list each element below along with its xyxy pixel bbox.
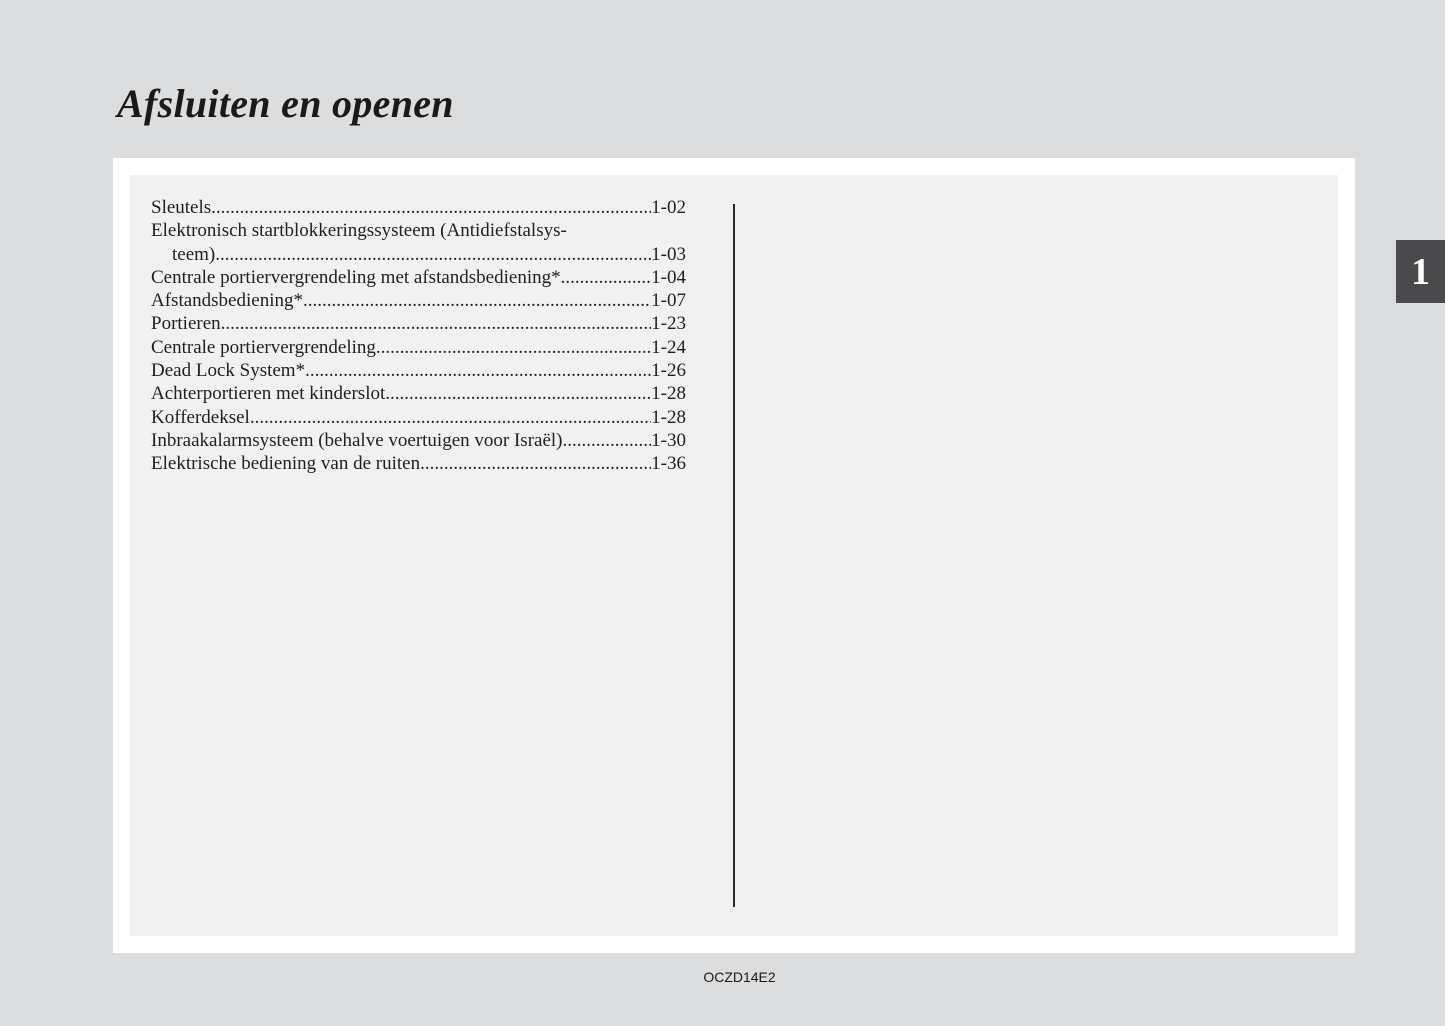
toc-entry-title: Elektronisch startblokkeringssysteem (Antidiefstalsys- <box>151 220 567 242</box>
column-divider <box>733 204 735 907</box>
toc-entry-page: 1-28 <box>651 406 686 428</box>
toc-entry-page: 1-30 <box>651 429 686 451</box>
toc-entry-title: Portieren <box>151 313 221 335</box>
toc-leader-dots <box>563 429 652 452</box>
toc-entry-title: Centrale portiervergrendeling <box>151 336 376 358</box>
toc-entry-title: Sleutels <box>151 197 212 218</box>
document-code: OCZD14E2 <box>703 969 776 985</box>
chapter-tab[interactable]: 1 <box>1396 240 1445 303</box>
toc-leader-dots <box>385 382 651 405</box>
toc-entry-centrale-afstandsbediening[interactable] <box>151 266 686 289</box>
toc-entry-portieren[interactable] <box>151 312 686 335</box>
toc-entry-page: 1-04 <box>651 266 686 288</box>
toc-entry-page: 1-03 <box>651 243 686 265</box>
toc-leader-dots <box>561 266 652 289</box>
toc-leader-dots <box>376 336 651 359</box>
toc-entry-page: 1-02 <box>651 197 686 218</box>
toc-entry-page: 1-24 <box>651 336 686 358</box>
toc-entry-title: Centrale portiervergrendeling met afstandsbediening* <box>151 266 561 288</box>
toc-entry-title: Afstandsbediening* <box>151 290 303 312</box>
toc-leader-dots <box>221 312 652 335</box>
toc-entry-page: 1-07 <box>651 290 686 312</box>
toc-leader-dots <box>305 359 651 382</box>
toc-entry-centrale-vergrendeling[interactable] <box>151 336 686 359</box>
toc-entry-page: 1-28 <box>651 383 686 405</box>
toc-entry-sleutels[interactable] <box>151 196 686 219</box>
toc-leader-dots <box>303 289 651 312</box>
toc-entry-title-continued: teem) <box>172 243 216 265</box>
toc-entry-dead-lock[interactable] <box>151 359 686 382</box>
toc-leader-dots <box>420 452 651 475</box>
toc-entry-page: 1-23 <box>651 313 686 335</box>
toc-entry-title: Dead Lock System* <box>151 360 306 382</box>
content-frame <box>113 158 1355 953</box>
toc-entry-title: Inbraakalarmsysteem (behalve voertuigen voor Israël) <box>151 429 563 451</box>
toc-entry-title: Kofferdeksel <box>151 406 250 428</box>
table-of-contents <box>151 196 686 476</box>
toc-entry-page: 1-26 <box>651 360 686 382</box>
toc-entry-ruiten[interactable] <box>151 452 686 475</box>
toc-entry-title: Achterportieren met kinderslot <box>151 383 386 405</box>
toc-entry-kofferdeksel[interactable] <box>151 406 686 429</box>
content-panel <box>130 175 1338 936</box>
toc-entry-inbraakalarm[interactable] <box>151 429 686 452</box>
toc-entry-afstandsbediening[interactable] <box>151 289 686 312</box>
toc-leader-dots <box>215 243 651 266</box>
toc-entry-page: 1-36 <box>651 453 686 475</box>
page-title: Afsluiten en openen <box>117 81 454 126</box>
toc-entry-kinderslot[interactable] <box>151 382 686 405</box>
toc-entry-startblokkering[interactable] <box>151 219 686 266</box>
toc-leader-dots <box>250 406 651 429</box>
toc-leader-dots <box>211 196 651 219</box>
toc-entry-title: Elektrische bediening van de ruiten <box>151 453 421 475</box>
